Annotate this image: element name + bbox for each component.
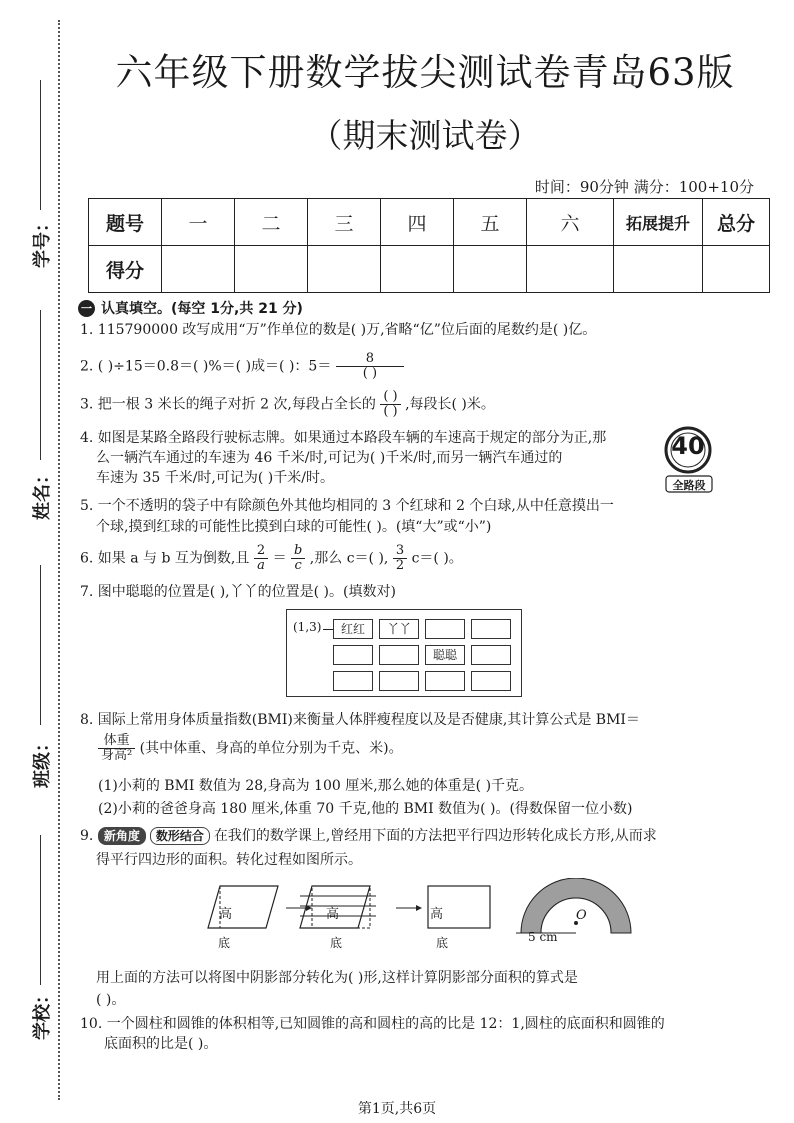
student-name-line[interactable] bbox=[40, 310, 41, 460]
school-label: 学校： bbox=[32, 986, 53, 1040]
score-cell[interactable] bbox=[308, 246, 381, 293]
question-6-text-mid: ,那么 c＝( ), bbox=[309, 550, 389, 567]
school-line[interactable] bbox=[40, 835, 41, 985]
question-6-text: 6. 如果 a 与 b 互为倒数,且 bbox=[80, 550, 250, 567]
score-header-cell: 一 bbox=[162, 199, 235, 246]
arrow-head bbox=[416, 905, 422, 911]
question-8-note: (其中体重、身高的单位分别为千克、米)。 bbox=[139, 740, 403, 757]
question-8-formula bbox=[98, 734, 758, 763]
section-title: 认真填空。(每空 1分,共 21 分) bbox=[101, 301, 303, 317]
score-table-header-row bbox=[89, 199, 770, 246]
base-label-2: 底 bbox=[330, 936, 343, 950]
question-4-line-3: 车速为 35 千米/时,可记为( )千米/时。 bbox=[96, 470, 334, 486]
parallelogram-transform-figure bbox=[196, 878, 716, 958]
question-8-part-1: (1)小莉的 BMI 数值为 28,身高为 100 厘米,那么她的体重是( )千克。 bbox=[98, 778, 534, 794]
score-header-cell: 二 bbox=[235, 199, 308, 246]
fraction-denominator: 2 bbox=[395, 558, 405, 573]
center-o-label: O bbox=[576, 908, 587, 923]
seat-ya: 丫丫 bbox=[379, 619, 419, 639]
seat-empty bbox=[471, 671, 511, 691]
question-2-fraction bbox=[336, 352, 404, 381]
coordinate-label: (1,3) bbox=[293, 620, 322, 634]
base-label-1: 底 bbox=[218, 936, 231, 950]
seat-cong: 聪聪 bbox=[425, 645, 465, 665]
new-angle-badge: 新角度 bbox=[98, 827, 146, 845]
height-label-2: 高 bbox=[326, 907, 340, 922]
question-7: 7. 图中聪聪的位置是( ),丫丫的位置是( )。(填数对) bbox=[80, 584, 396, 600]
question-3-fraction bbox=[380, 390, 400, 419]
question-6-fraction-3 bbox=[393, 544, 407, 573]
question-4-line-1: 4. 如图是某路全路段行驶标志牌。如果通过本路段车辆的车速高于规定的部分为正,那 bbox=[80, 430, 607, 446]
fraction-denominator: ( ) bbox=[383, 404, 398, 419]
score-header-cell: 五 bbox=[454, 199, 527, 246]
score-cell[interactable] bbox=[454, 246, 527, 293]
height-label-3: 高 bbox=[430, 907, 444, 922]
question-9-number: 9. bbox=[80, 828, 98, 844]
score-cell[interactable] bbox=[381, 246, 454, 293]
seat-empty bbox=[471, 645, 511, 665]
score-table bbox=[88, 198, 770, 293]
seat-empty bbox=[379, 671, 419, 691]
fraction-denominator: a bbox=[257, 558, 265, 573]
score-table-score-row bbox=[89, 246, 770, 293]
section-number: 一 bbox=[78, 300, 95, 317]
question-2 bbox=[80, 352, 740, 381]
question-5-line-2: 个球,摸到红球的可能性比摸到白球的可能性( )。(填“大”或“小”) bbox=[96, 519, 492, 535]
pointer-line bbox=[323, 629, 333, 630]
question-10-line-1: 10. 一个圆柱和圆锥的体积相等,已知圆锥的高和圆柱的高的比是 12：1,圆柱的底面积和圆锥的 bbox=[80, 1016, 665, 1032]
question-9-line-3: 用上面的方法可以将图中阴影部分转化为( )形,这样计算阴影部分面积的算式是 bbox=[96, 970, 578, 986]
fraction-numerator: 3 bbox=[393, 544, 407, 559]
question-8-part-2: (2)小莉的爸爸身高 180 厘米,体重 70 千克,他的 BMI 数值为( )。(得数保留一位小数) bbox=[98, 801, 633, 817]
question-9-line-1 bbox=[80, 824, 740, 848]
score-header-cell: 题号 bbox=[89, 199, 162, 246]
speed-limit-sign bbox=[662, 426, 714, 500]
rectangle-outline bbox=[312, 886, 370, 928]
question-6-fraction-1 bbox=[254, 544, 268, 573]
question-6-fraction-2 bbox=[291, 544, 305, 573]
speed-limit-value: 40 bbox=[671, 432, 705, 460]
question-9-line-2: 得平行四边形的面积。转化过程如图所示。 bbox=[96, 852, 362, 868]
equals-sign: ＝ bbox=[272, 550, 287, 567]
seat-empty bbox=[333, 671, 373, 691]
score-cell[interactable] bbox=[703, 246, 770, 293]
seat-empty bbox=[333, 645, 373, 665]
question-3 bbox=[80, 390, 740, 419]
score-cell[interactable] bbox=[614, 246, 703, 293]
score-header-cell: 拓展提升 bbox=[614, 199, 703, 246]
seat-empty bbox=[425, 619, 465, 639]
fraction-numerator: ( ) bbox=[380, 390, 400, 405]
seat-empty bbox=[425, 671, 465, 691]
page-footer: 第1页,共6页 bbox=[357, 1101, 437, 1117]
question-4-line-2: 么一辆汽车通过的车速为 46 千米/时,可记为( )千米/时,而另一辆汽车通过的 bbox=[96, 450, 563, 466]
page-title: 六年级下册数学拔尖测试卷青岛63版 bbox=[115, 51, 735, 94]
question-8-line-1: 8. 国际上常用身体质量指数(BMI)来衡量人体胖瘦程度以及是否健康,其计算公式是 BMI＝ bbox=[80, 712, 640, 728]
question-5-line-1: 5. 一个不透明的袋子中有除颜色外其他均相同的 3 个红球和 2 个白球,从中任意摸出一 bbox=[80, 498, 614, 514]
fraction-denominator: ( ) bbox=[362, 366, 378, 381]
seat-empty bbox=[471, 619, 511, 639]
seat-hong: 红红 bbox=[333, 619, 373, 639]
student-id-line[interactable] bbox=[40, 80, 41, 210]
question-3-text: 3. 把一根 3 米长的绳子对折 2 次,每段占全长的 bbox=[80, 396, 376, 413]
fraction-numerator: 8 bbox=[336, 352, 404, 367]
class-line[interactable] bbox=[40, 565, 41, 725]
score-cell[interactable] bbox=[527, 246, 614, 293]
question-6 bbox=[80, 544, 740, 573]
score-header-cell: 三 bbox=[308, 199, 381, 246]
exam-meta: 时间：90分钟 满分：100+10分 bbox=[534, 178, 754, 196]
seating-grid bbox=[286, 609, 522, 697]
score-header-cell: 总分 bbox=[703, 199, 770, 246]
score-cell[interactable] bbox=[235, 246, 308, 293]
fraction-numerator: 2 bbox=[254, 544, 268, 559]
score-header-cell: 四 bbox=[381, 199, 454, 246]
page-subtitle: （期末测试卷） bbox=[309, 116, 541, 155]
question-10-line-2: 底面积的比是( )。 bbox=[104, 1036, 218, 1052]
score-header-cell: 六 bbox=[527, 199, 614, 246]
question-6-text-end: c＝( )。 bbox=[411, 550, 463, 567]
speed-limit-label: 全路段 bbox=[672, 479, 706, 492]
bmi-fraction bbox=[98, 734, 135, 763]
height-label-1: 高 bbox=[219, 907, 233, 922]
fraction-denominator: 身高² bbox=[101, 748, 133, 763]
score-row-label: 得分 bbox=[89, 246, 162, 293]
fraction-numerator: 体重 bbox=[98, 734, 135, 749]
student-name-label: 姓名： bbox=[32, 466, 53, 520]
score-cell[interactable] bbox=[162, 246, 235, 293]
class-label: 班级： bbox=[32, 734, 53, 788]
seat-empty bbox=[379, 645, 419, 665]
base-label-3: 底 bbox=[436, 936, 449, 950]
question-3-text-end: ,每段长( )米。 bbox=[405, 396, 495, 413]
fraction-numerator: b bbox=[291, 544, 305, 559]
question-9-line-4: ( )。 bbox=[96, 992, 126, 1008]
fraction-denominator: c bbox=[294, 558, 302, 573]
student-id-label: 学号： bbox=[32, 214, 53, 268]
radius-measure-label: 5 cm bbox=[528, 930, 558, 944]
question-9-text: 在我们的数学课上,曾经用下面的方法把平行四边形转化成长方形,从而求 bbox=[213, 828, 657, 844]
section-heading bbox=[78, 298, 303, 318]
question-2-text: 2. ( )÷15＝0.8＝( )%＝( )成＝( )：5＝ bbox=[80, 358, 332, 375]
question-1: 1. 115790000 改写成用“万”作单位的数是( )万,省略“亿”位后面的尾数约是( )亿。 bbox=[80, 322, 597, 338]
binding-dotted-line bbox=[58, 20, 60, 1100]
shape-number-badge: 数形结合 bbox=[150, 827, 210, 845]
